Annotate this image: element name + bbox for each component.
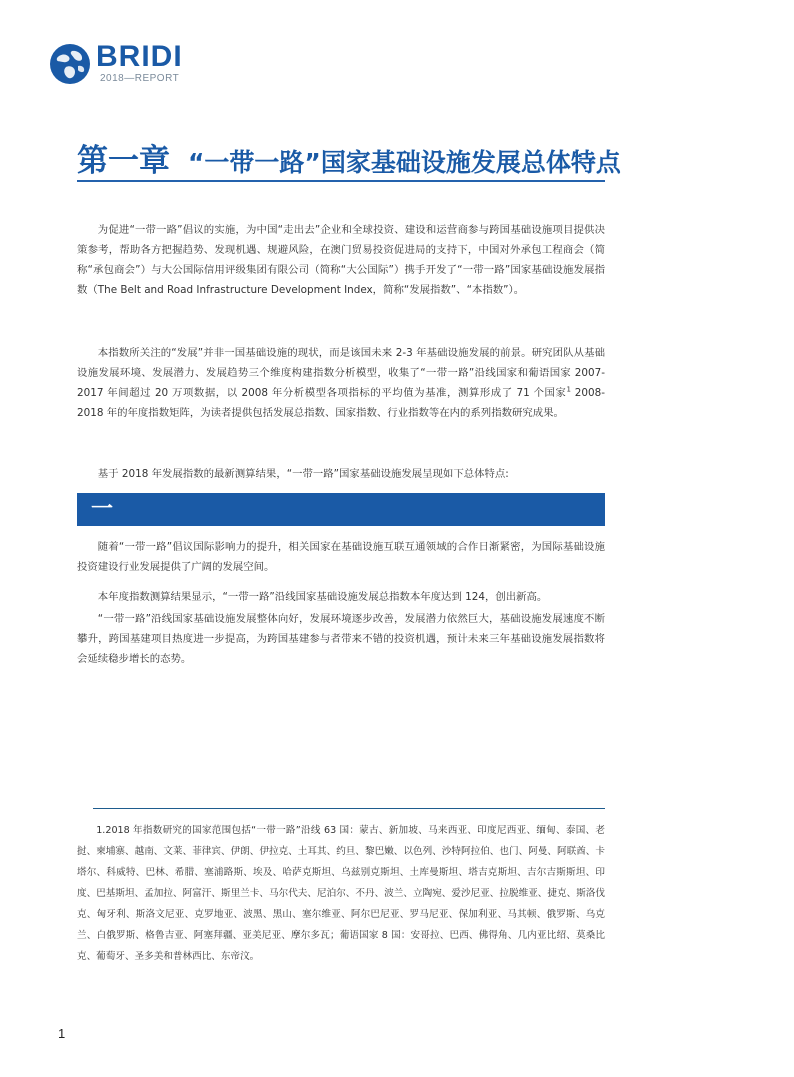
methodology-paragraph [77,343,605,423]
section-paragraph-1: 随着“一带一路”倡议国际影响力的提升，相关国家在基础设施互联互通领域的合作日渐紧密，为国际基础设施投资建设行业发展提供了广阔的发展空间。 [77,541,605,573]
section-number: 一 [91,497,114,522]
chapter-number: 第一章 [77,143,170,179]
footnote-divider [93,808,605,809]
page-number: 1 [58,1026,66,1041]
intro-paragraph: 为促进“一带一路”倡议的实施，为中国“走出去”企业和全球投资、建设和运营商参与跨国基础设施项目提供决策参考，帮助各方把握趋势、发现机遇、规避风险，在澳门贸易投资促进局的支持下，中国对外承包工程商会（简称“承包商会”）与大公国际信用评级集团有限公司（简称“大公国际”）携手开发了“一带一路”国家基础设施发展指数（The Belt and Road Infrastructure Development Index，简称“发展指数”、“本指数”）。 [77,224,605,296]
footnote-marker: 1 [566,385,571,394]
chapter-title-text: “一带一路”国家基础设施发展总体特点 [188,148,621,177]
title-divider [77,180,605,182]
section-paragraph-3: “一带一路”沿线国家基础设施发展整体向好，发展环境逐步改善，发展潜力依然巨大，基础设施发展速度不断攀升，跨国基建项目热度进一步提高，为跨国基建参与者带来不错的投资机遇，预计未来三年基础设施发展指数将会延续稳步增长的态势。 [77,613,605,665]
section-heading-bar [77,493,605,526]
chapter-heading [77,143,621,179]
summary-lead-paragraph: 基于 2018 年发展指数的最新测算结果，“一带一路”国家基础设施发展呈现如下总体特点: [97,468,509,480]
logo-name: BRIDI [96,40,183,73]
bridi-logo [48,40,198,86]
globe-icon [48,42,92,86]
methodology-text-b: 2008-2018 年的年度指数矩阵，为读者提供包括发展总指数、国家指数、行业指数等在内的系列指数研究成果。 [77,387,605,419]
logo-subtitle: 2018—REPORT [100,73,180,84]
footnote: 1.2018 年指数研究的国家范围包括“一带一路”沿线 63 国：蒙古、新加坡、马来西亚、印度尼西亚、缅甸、泰国、老挝、柬埔寨、越南、文莱、菲律宾、伊朗、伊拉克、土耳其、约旦、黎巴嫩、以色列、沙特阿拉伯、也门、阿曼、阿联酋、卡塔尔、科威特、巴林、希腊、塞浦路斯、埃及、哈萨克斯坦、乌兹别克斯坦、土库曼斯坦、塔吉克斯坦、吉尔吉斯斯坦、印度、巴基斯坦、孟加拉、阿富汗、斯里兰卡、马尔代夫、尼泊尔、不丹、波兰、立陶宛、爱沙尼亚、拉脱维亚、捷克、斯洛伐克、匈牙利、斯洛文尼亚、克罗地亚、波黑、黑山、塞尔维亚、阿尔巴尼亚、罗马尼亚、保加利亚、马其顿、俄罗斯、乌克兰、白俄罗斯、格鲁吉亚、阿塞拜疆、亚美尼亚、摩尔多瓦；葡语国家 8 国：安哥拉、巴西、佛得角、几内亚比绍、莫桑比克、葡萄牙、圣多美和普林西比、东帝汶。 [77,825,605,962]
section-paragraph-2: 本年度指数测算结果显示，“一带一路”沿线国家基础设施发展总指数本年度达到 124，创出新高。 [97,591,548,603]
methodology-text-a: 本指数所关注的“发展”并非一国基础设施的现状，而是该国未来 2-3 年基础设施发展的前景。研究团队从基础设施发展环境、发展潜力、发展趋势三个维度构建指数分析模型，收集了“一带一路”沿线国家和葡语国家 2007-2017 年间超过 20 万项数据，以 2008 年分析模型各项指标的平均值为基准，测算形成了 71 个国家 [77,347,605,399]
